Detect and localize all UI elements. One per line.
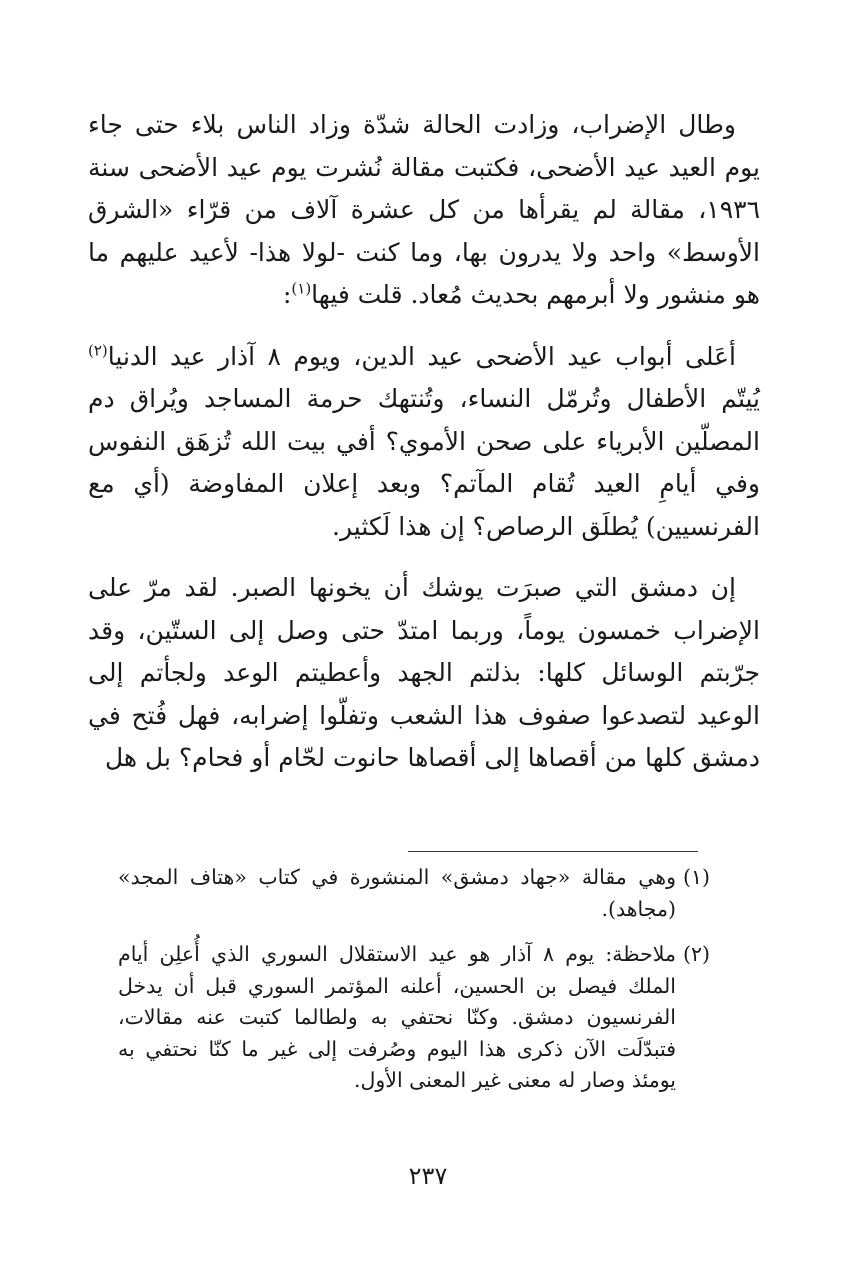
footnotes xyxy=(118,862,710,1097)
footnote-text: وهي مقالة «جهاد دمشق» المنشورة في كتاب «هتاف المجد» (مجاهد). xyxy=(118,865,676,921)
paragraph-1-end: : xyxy=(282,280,292,309)
footnote-divider xyxy=(408,851,698,852)
paragraph-3-text: إن دمشق التي صبرَت يوشك أن يخونها الصبر. لقد مرّ على الإضراب خمسون يوماً، وربما امتدّ حتى وصل إلى الستّين، وقد جرّبتم الوسائل كلها: بذلتم الجهد وأعطيتم الوعد ولجأتم إلى الوعيد لتصدعوا صفوف هذا الشعب وتفلّوا إضرابه، فهل فُتح في دمشق كلها من أقصاها إلى أقصاها حانوت لحّام أو فحام؟ بل هل xyxy=(88,573,760,772)
paragraph-3 xyxy=(88,567,760,780)
footnote-ref-2: (٢) xyxy=(88,341,108,360)
footnote-number: (٢) xyxy=(682,942,710,966)
footnote-number: (١) xyxy=(682,865,710,889)
page-number: ٢٣٧ xyxy=(408,1162,448,1190)
paragraph-2-text-start: أعَلى أبواب عيد الأضحى عيد الدين، ويوم ٨ آذار عيد الدنيا xyxy=(107,341,736,371)
footnote-1 xyxy=(118,862,710,925)
footnote-2 xyxy=(118,939,710,1097)
paragraph-2 xyxy=(88,336,760,549)
paragraph-1-text: وطال الإضراب، وزادت الحالة شدّة وزاد الناس بلاء حتى جاء يوم العيد عيد الأضحى، فكتبت مقالة نُشرت يوم عيد الأضحى سنة ١٩٣٦، مقالة لم يقرأها من كل عشرة آلاف من قرّاء «الشرق الأوسط» واحد ولا يدرون بها، وما كنت -لولا هذا- لأعيد عليهم ما هو منشور ولا أبرمهم بحديث مُعاد. قلت فيها xyxy=(88,110,761,309)
paragraph-1 xyxy=(88,104,760,317)
paragraph-2-text-end: يُيتّم الأطفال وتُرمّل النساء، وتُنتهك حرمة المساجد ويُراق دم المصلّين الأبرياء على صحن الأموي؟ أفي بيت الله تُزهَق النفوس وفي أيامِ العيد تُقام المآتم؟ وبعد إعلان المفاوضة (أي مع الفرنسيين) يُطلَق الرصاص؟ إن هذا لَكثير. xyxy=(88,384,760,541)
main-text xyxy=(88,104,760,780)
footnote-text: ملاحظة: يوم ٨ آذار هو عيد الاستقلال السوري الذي أُعلِن أيام الملك فيصل بن الحسين، أعلنه المؤتمر السوري قبل أن يدخل الفرنسيون دمشق. وكنّا نحتفي به ولطالما كتبت عنه مقالات، فتبدّلَت الآن ذكرى هذا اليوم وصُرفت إلى غير ما كنّا نحتفي به يومئذ وصار له معنى غير المعنى الأول. xyxy=(118,942,676,1092)
footnote-ref-1: (١) xyxy=(291,279,312,298)
